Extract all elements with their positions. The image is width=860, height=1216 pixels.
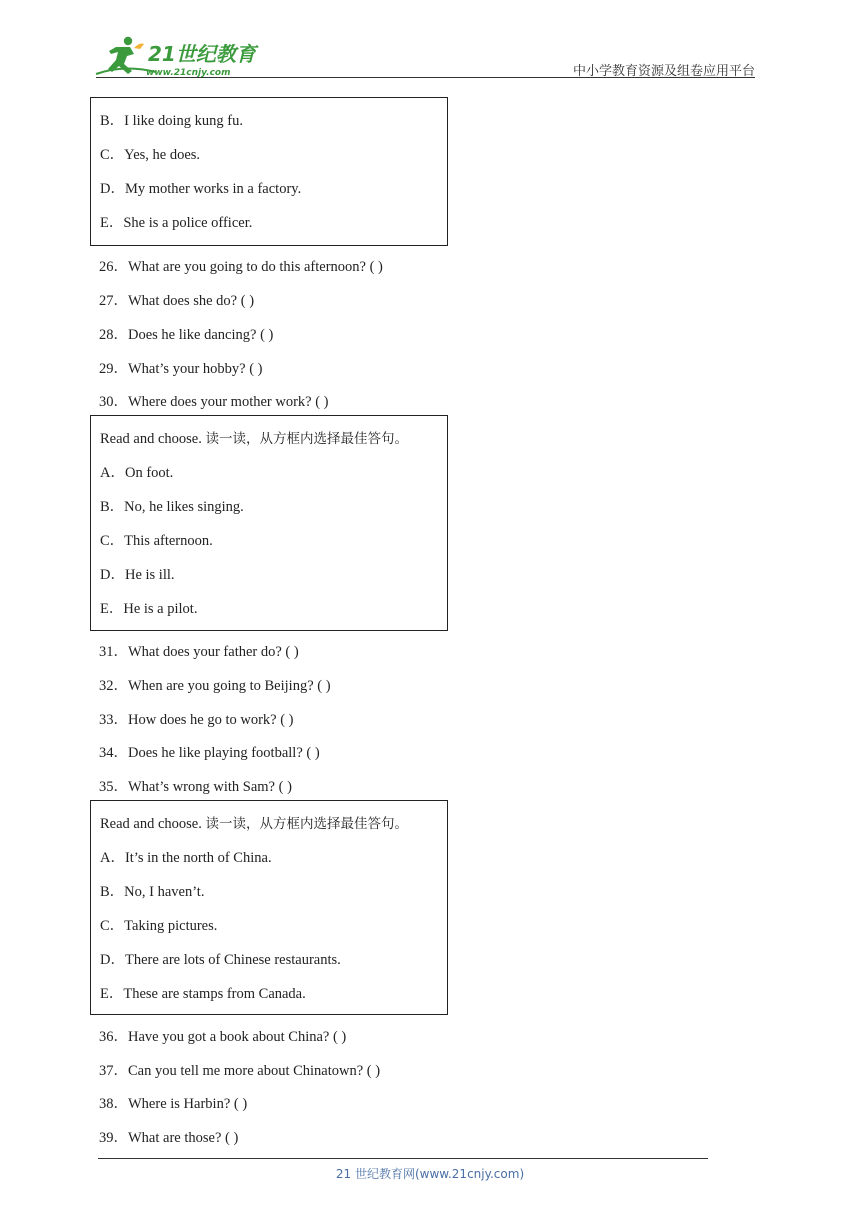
question-36: 36．Have you got a book about China? ( ) [99, 1029, 347, 1045]
question-27: 27．What does she do? ( ) [99, 293, 255, 309]
question-33: 33．How does he go to work? ( ) [99, 712, 294, 728]
logo-url: www.21cnjy.com [146, 68, 231, 78]
option-item: E．These are stamps from Canada. [100, 986, 306, 1002]
options-box-3 [90, 800, 448, 1015]
question-26: 26．What are you going to do this afternoon? ( ) [99, 259, 383, 275]
option-item: A．It’s in the north of China. [100, 850, 272, 866]
question-38: 38．Where is Harbin? ( ) [99, 1096, 248, 1112]
question-28: 28．Does he like dancing? ( ) [99, 327, 274, 343]
question-29: 29．What’s your hobby? ( ) [99, 361, 263, 377]
runner-logo-icon [94, 34, 259, 78]
box-instruction [100, 422, 447, 456]
option-item: D．There are lots of Chinese restaurants. [100, 952, 341, 968]
option-item: C．Yes, he does. [100, 147, 201, 163]
footer-link[interactable]: 21 世纪教育网(www.21cnjy.com) [335, 1167, 525, 1181]
logo-title: 21世纪教育 [148, 42, 256, 66]
option-item: E．He is a pilot. [100, 601, 198, 617]
platform-title: 中小学教育资源及组卷应用平台 [572, 64, 755, 79]
site-logo[interactable] [94, 34, 259, 78]
options-box-1 [90, 97, 448, 246]
instruction-en: Read and choose. [100, 431, 206, 447]
option-item: D．He is ill. [100, 567, 175, 583]
question-30: 30．Where does your mother work? ( ) [99, 394, 329, 410]
option-item: B．No, I haven’t. [100, 884, 205, 900]
option-item: B．No, he likes singing. [100, 499, 244, 515]
question-35: 35．What’s wrong with Sam? ( ) [99, 779, 292, 795]
footer-divider [98, 1158, 708, 1159]
options-box-2 [90, 415, 448, 631]
header-divider [96, 77, 755, 78]
option-item: C．Taking pictures. [100, 918, 218, 934]
question-31: 31．What does your father do? ( ) [99, 644, 299, 660]
instruction-zh: 读一读，从方框内选择最佳答句。 [205, 816, 408, 832]
option-item: A．On foot. [100, 465, 174, 481]
box-instruction [100, 807, 447, 841]
page-header [0, 0, 860, 80]
option-item: B．I like doing kung fu. [100, 113, 243, 129]
question-39: 39．What are those? ( ) [99, 1130, 239, 1146]
instruction-en: Read and choose. [100, 816, 206, 832]
question-34: 34．Does he like playing football? ( ) [99, 745, 320, 761]
instruction-zh: 读一读，从方框内选择最佳答句。 [205, 431, 408, 447]
option-item: E．She is a police officer. [100, 215, 253, 231]
option-item: C．This afternoon. [100, 533, 213, 549]
option-item: D．My mother works in a factory. [100, 181, 302, 197]
question-32: 32．When are you going to Beijing? ( ) [99, 678, 331, 694]
question-37: 37．Can you tell me more about Chinatown? ( ) [99, 1063, 381, 1079]
